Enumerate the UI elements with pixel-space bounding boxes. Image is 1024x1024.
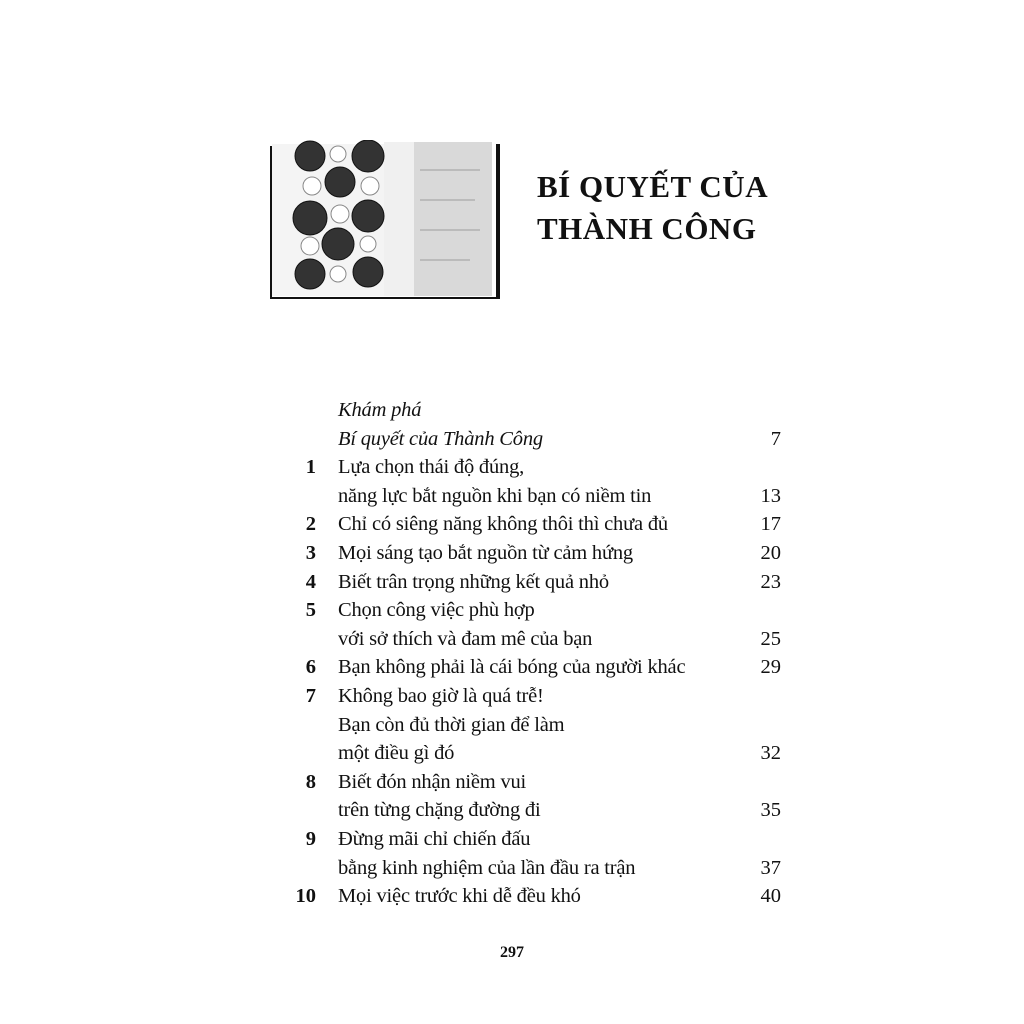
chapter-title-text: năng lực bắt nguồn khi bạn có niềm tin <box>338 484 652 507</box>
chapter-title-text: một điều gì đó <box>338 742 455 765</box>
page-ref: 13 <box>760 484 781 507</box>
chapter-number: 10 <box>295 885 316 908</box>
page-ref: 40 <box>760 885 781 908</box>
toc-entry-line <box>280 568 785 597</box>
page-ref: 37 <box>760 856 781 879</box>
chapter-title-text: Chọn công việc phù hợp <box>338 599 535 622</box>
toc-entry-line <box>280 882 785 911</box>
chapter-number: 1 <box>305 456 316 479</box>
chapter-title-text: Lựa chọn thái độ đúng, <box>338 456 525 479</box>
page-ref: 32 <box>760 742 781 765</box>
chapter-number: 6 <box>305 656 316 679</box>
page-ref <box>737 711 785 740</box>
chapter-number: 7 <box>305 684 316 707</box>
chapter-title-text: trên từng chặng đường đi <box>338 799 541 822</box>
chapter-number <box>280 796 338 825</box>
page-ref <box>737 396 785 425</box>
open-book-flowers-illustration <box>270 140 502 300</box>
chapter-number <box>280 711 338 740</box>
chapter-title-text: Đừng mãi chỉ chiến đấu <box>338 827 531 850</box>
page-ref <box>737 682 785 711</box>
chapter-title-text: Mọi việc trước khi dễ đều khó <box>338 885 581 908</box>
chapter-number: 3 <box>305 541 316 564</box>
chapter-number: 4 <box>305 570 316 593</box>
chapter-number <box>280 396 338 425</box>
page-ref <box>737 768 785 797</box>
toc-entry-line <box>280 482 785 511</box>
chapter-title-text: Bí quyết của Thành Công <box>338 427 543 450</box>
page-ref: 29 <box>760 656 781 679</box>
toc-entry-line <box>280 682 785 711</box>
toc-entry-line <box>280 425 785 454</box>
toc-entry-line <box>280 539 785 568</box>
page-ref: 7 <box>770 427 781 450</box>
toc-entry-line <box>280 825 785 854</box>
chapter-title-text: Biết trân trọng những kết quả nhỏ <box>338 570 609 593</box>
toc-entry-line <box>280 653 785 682</box>
chapter-title-text: với sở thích và đam mê của bạn <box>338 627 593 650</box>
page-ref: 17 <box>760 513 781 536</box>
chapter-title-text: Không bao giờ là quá trễ! <box>338 684 544 707</box>
toc-entry-line <box>280 739 785 768</box>
toc-entry-line <box>280 711 785 740</box>
page-ref <box>737 453 785 482</box>
chapter-title-text: Bạn không phải là cái bóng của người khác <box>338 656 686 679</box>
chapter-number: 2 <box>305 513 316 536</box>
chapter-title-text: Khám phá <box>338 399 422 421</box>
chapter-number: 5 <box>305 599 316 622</box>
toc-entry-line <box>280 453 785 482</box>
page-number: 297 <box>500 944 524 961</box>
page-ref: 20 <box>760 541 781 564</box>
chapter-number <box>280 425 338 454</box>
chapter-title <box>537 166 768 250</box>
toc-entry-line <box>280 796 785 825</box>
toc-entry-line <box>280 854 785 883</box>
toc-entry-line <box>280 768 785 797</box>
chapter-number <box>280 482 338 511</box>
toc-entry-line <box>280 510 785 539</box>
page-ref <box>737 825 785 854</box>
chapter-number <box>280 739 338 768</box>
page-ref <box>737 596 785 625</box>
page-ref: 23 <box>760 570 781 593</box>
chapter-title-text: Mọi sáng tạo bắt nguồn từ cảm hứng <box>338 541 633 564</box>
title-line-2: THÀNH CÔNG <box>537 211 757 246</box>
chapter-title-text: bằng kinh nghiệm của lần đầu ra trận <box>338 856 636 879</box>
chapter-number <box>280 854 338 883</box>
toc-entry-line <box>280 625 785 654</box>
chapter-number: 9 <box>305 827 316 850</box>
chapter-title-text: Bạn còn đủ thời gian để làm <box>338 713 565 736</box>
toc-entry-line <box>280 596 785 625</box>
title-line-1: BÍ QUYẾT CỦA <box>537 169 769 204</box>
chapter-title-text: Chỉ có siêng năng không thôi thì chưa đủ <box>338 513 668 536</box>
toc-entry-line <box>280 396 785 425</box>
chapter-title-text: Biết đón nhận niềm vui <box>338 770 527 793</box>
chapter-number <box>280 625 338 654</box>
table-of-contents <box>280 396 785 911</box>
chapter-number: 8 <box>305 770 316 793</box>
page-ref: 35 <box>760 799 781 822</box>
page-ref: 25 <box>760 627 781 650</box>
